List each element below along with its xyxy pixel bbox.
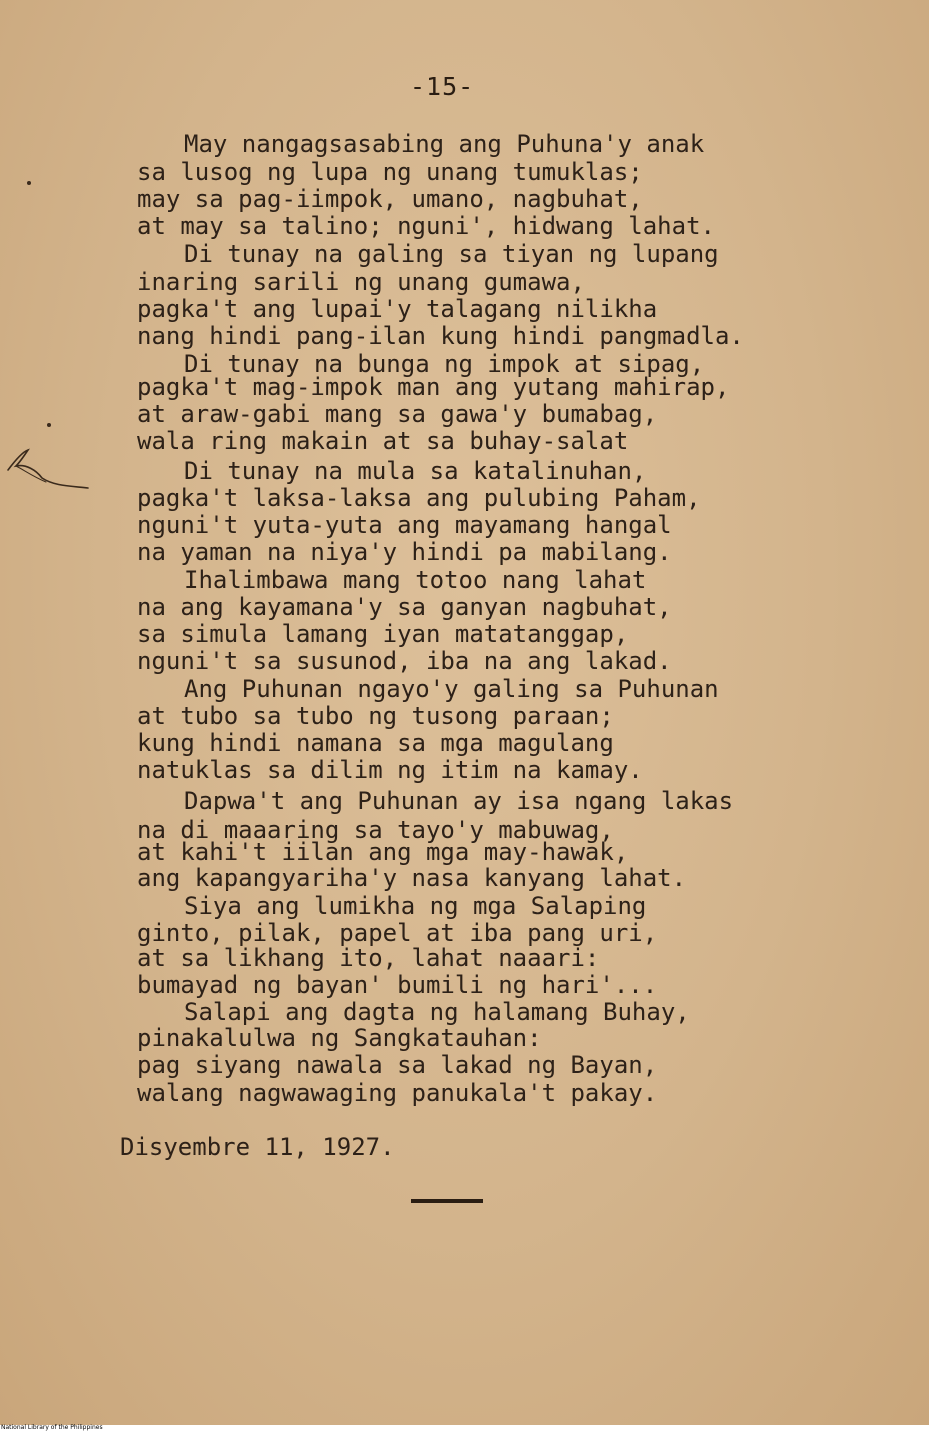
footer	[0, 1425, 929, 1433]
poem-line: may sa pag-iimpok, umano, nagbuhat,	[137, 185, 643, 213]
poem-line: Ihalimbawa mang totoo nang lahat	[184, 566, 647, 594]
poem-line: kung hindi namana sa mga magulang	[137, 729, 614, 757]
poem-line: at kahi't iilan ang mga may-hawak,	[137, 838, 629, 866]
poem-line: Di tunay na galing sa tiyan ng lupang	[184, 240, 719, 268]
poem-date: Disyembre 11, 1927.	[120, 1133, 395, 1161]
poem-line: at tubo sa tubo ng tusong paraan;	[137, 702, 614, 730]
page-number: -15-	[410, 72, 475, 101]
poem-line: pagka't ang lupai'y talagang nilikha	[137, 295, 658, 323]
poem-line: wala ring makain at sa buhay-salat	[137, 427, 629, 455]
poem-line: Di tunay na bunga ng impok at sipag,	[184, 350, 705, 378]
poem-line: Ang Puhunan ngayo'y galing sa Puhunan	[184, 675, 719, 703]
poem-line: pagka't laksa-laksa ang pulubing Paham,	[137, 484, 701, 512]
library-credit: National Library of the Philippines	[1, 1424, 103, 1431]
margin-pencil-mark-icon	[2, 440, 92, 500]
poem-line: Siya ang lumikha ng mga Salaping	[184, 892, 647, 920]
poem-line: nguni't yuta-yuta ang mayamang hangal	[137, 511, 672, 539]
poem-line: bumayad ng bayan' bumili ng hari'...	[137, 971, 658, 999]
poem-line: ginto, pilak, papel at iba pang uri,	[137, 919, 658, 947]
poem-line: pag siyang nawala sa lakad ng Bayan,	[137, 1051, 658, 1079]
poem-line: nguni't sa susunod, iba na ang lakad.	[137, 647, 672, 675]
poem-line: Salapi ang dagta ng halamang Buhay,	[184, 998, 690, 1026]
poem-line: na yaman na niya'y hindi pa mabilang.	[137, 538, 672, 566]
margin-dot	[47, 423, 51, 427]
poem-line: na ang kayamana'y sa ganyan nagbuhat,	[137, 593, 672, 621]
poem-line: sa lusog ng lupa ng unang tumuklas;	[137, 158, 643, 186]
poem-line: at may sa talino; nguni', hidwang lahat.	[137, 212, 715, 240]
margin-dot	[27, 181, 31, 185]
poem-line: pagka't mag-impok man ang yutang mahirap,	[137, 373, 730, 401]
poem-line: at sa likhang ito, lahat naaari:	[137, 944, 600, 972]
poem-line: inaring sarili ng unang gumawa,	[137, 268, 585, 296]
poem-line: Dapwa't ang Puhunan ay isa ngang lakas	[184, 787, 734, 815]
poem-line: natuklas sa dilim ng itim na kamay.	[137, 756, 643, 784]
poem-line: pinakalulwa ng Sangkatauhan:	[137, 1024, 542, 1052]
end-rule	[411, 1199, 483, 1203]
poem-line: walang nagwawaging panukala't pakay.	[137, 1079, 658, 1107]
poem-line: at araw-gabi mang sa gawa'y bumabag,	[137, 400, 658, 428]
poem-line: May nangagsasabing ang Puhuna'y anak	[184, 130, 705, 158]
poem-line: Di tunay na mula sa katalinuhan,	[184, 457, 647, 485]
poem-line: ang kapangyariha'y nasa kanyang lahat.	[137, 864, 687, 892]
poem-line: sa simula lamang iyan matatanggap,	[137, 620, 629, 648]
poem-line: na di maaaring sa tayo'y mabuwag,	[137, 816, 614, 844]
poem-line: nang hindi pang-ilan kung hindi pangmadla.	[137, 322, 744, 350]
